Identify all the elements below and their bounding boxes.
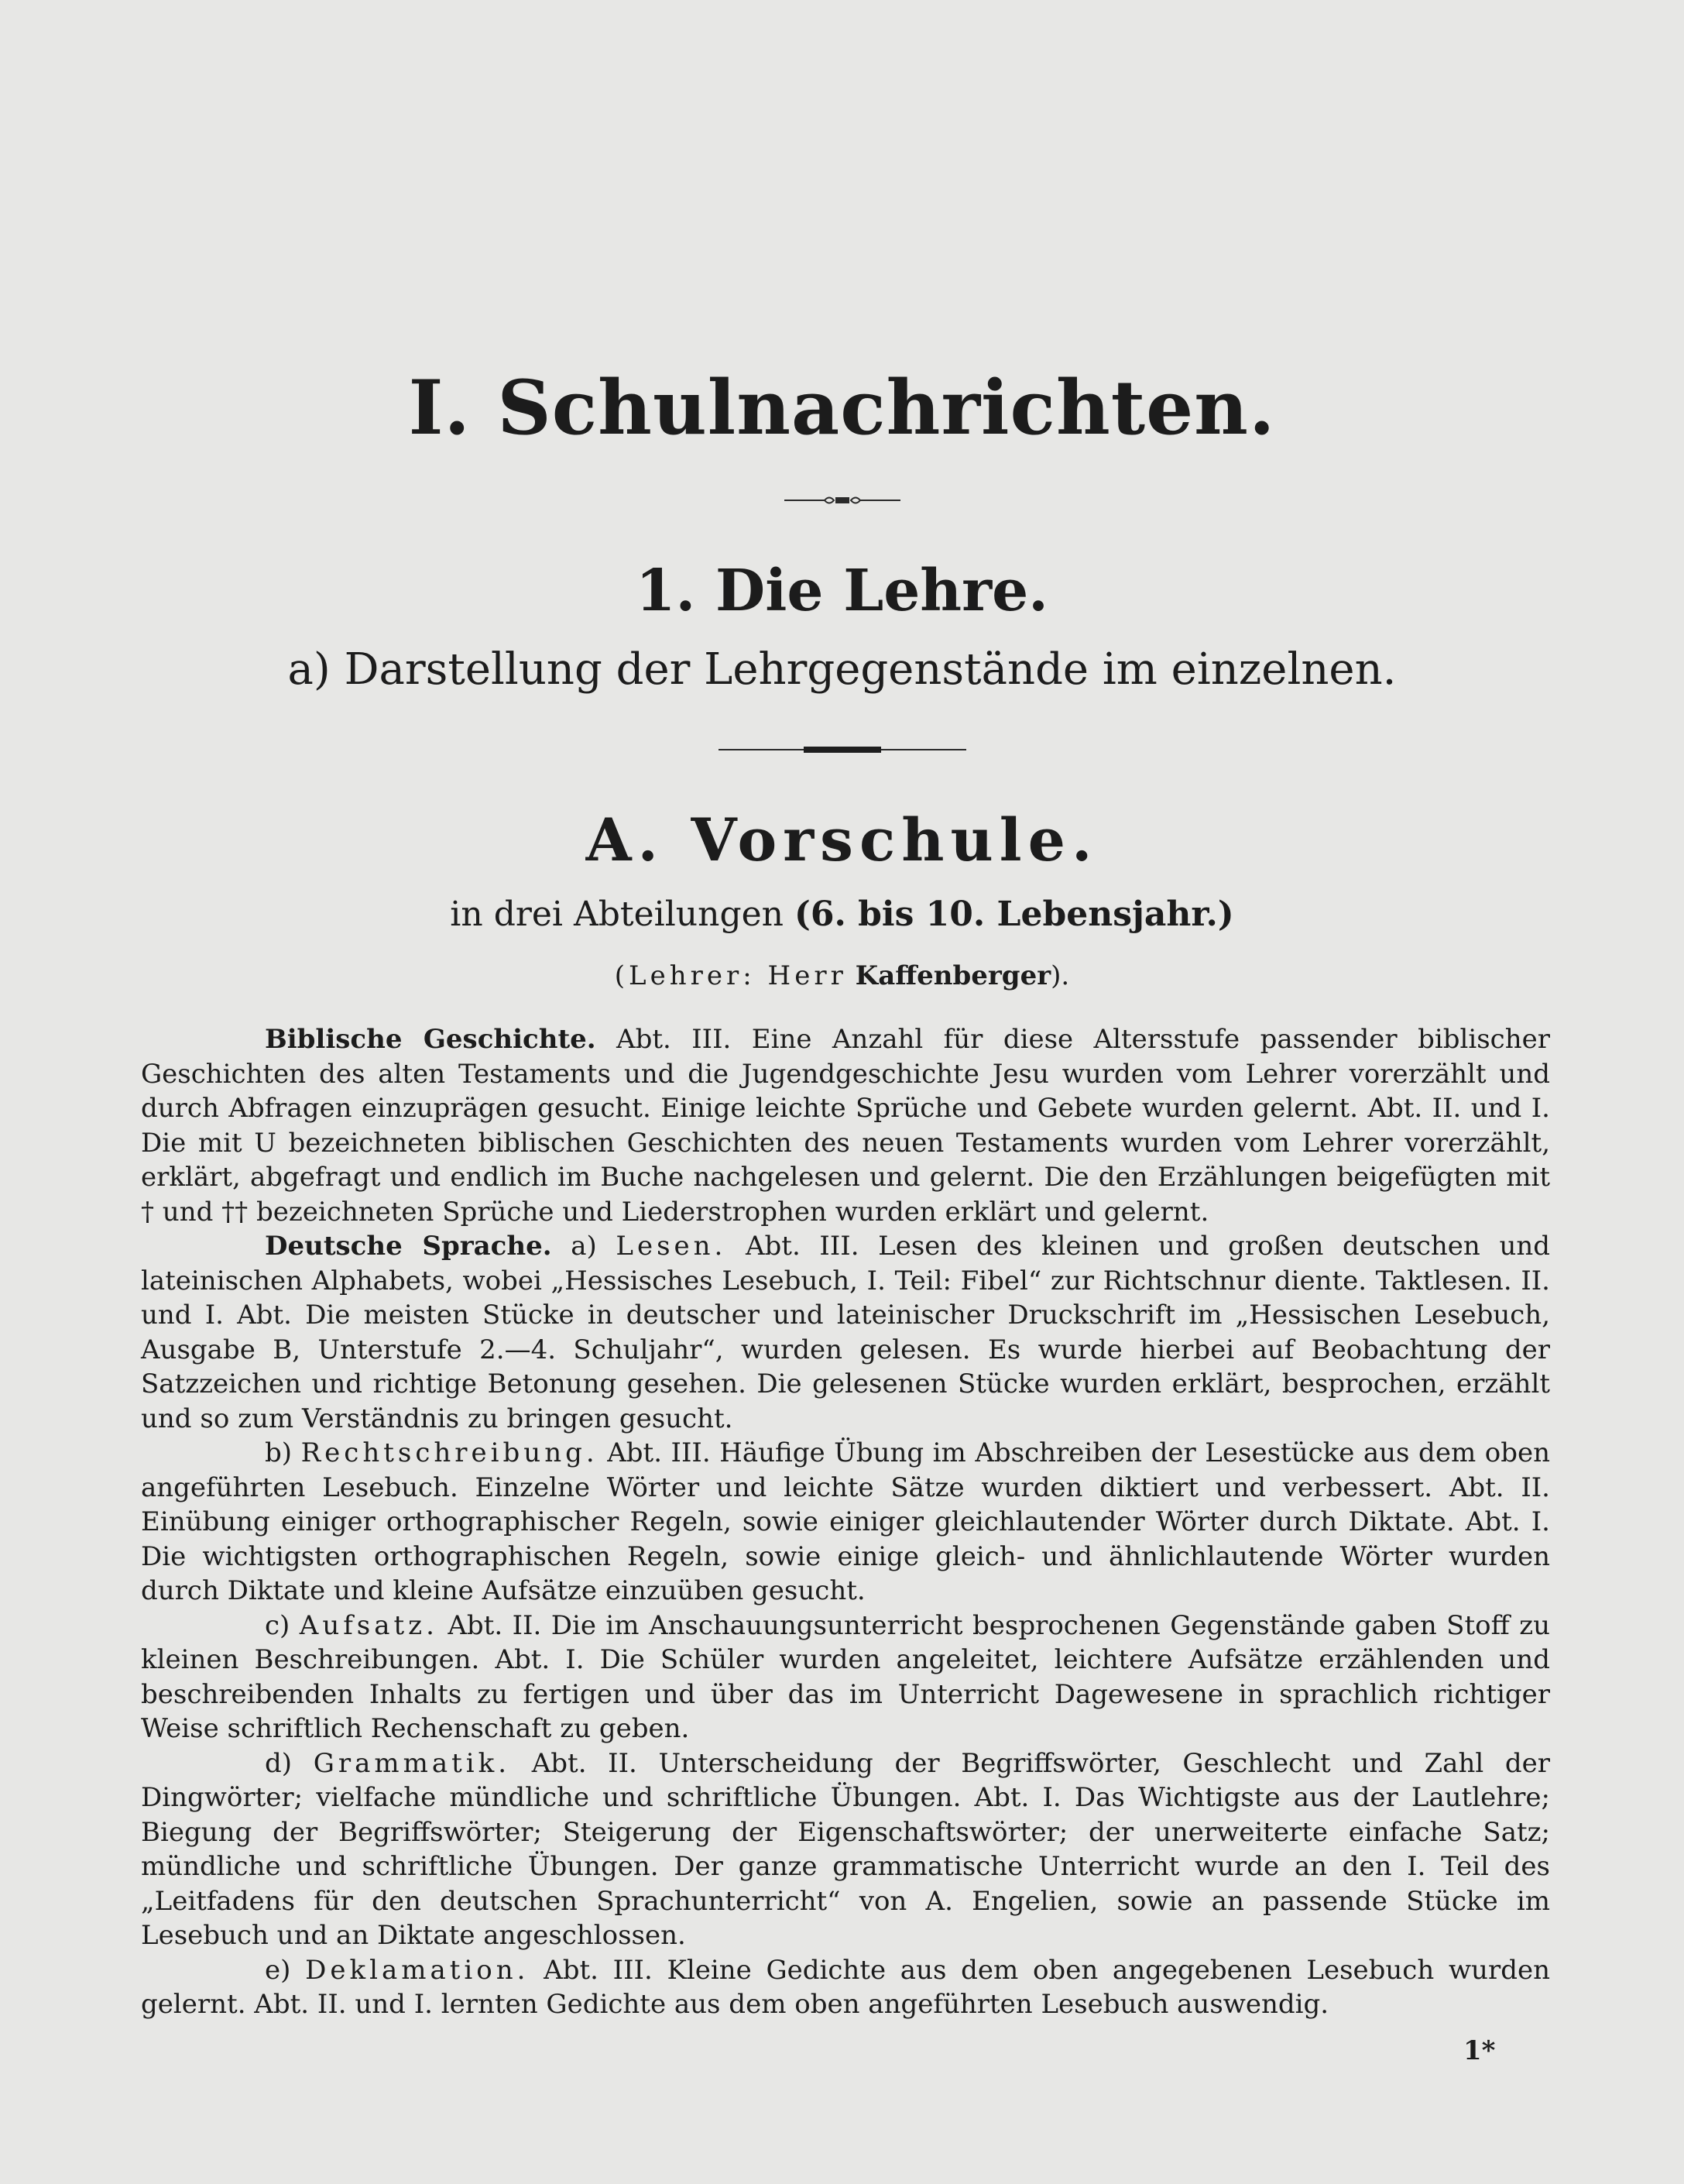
paragraph-topic: Deklamation. [305,1954,530,1986]
paragraph-rechtschreibung [141,1436,1550,1609]
paragraph-prefix: c) [265,1609,300,1641]
teacher-name: Kaffenberger [855,960,1051,991]
paragraph-prefix: e) [265,1954,306,1986]
paragraph-prefix: a) [551,1231,616,1262]
paragraph-text: Abt. III. Eine Anzahl für diese Altersstufe passender biblischer Geschichten des alten Testaments und die Jugendgeschichte Jesu wurden vom Lehrer vorerzählt und durch Abfragen einzuprägen gesucht. Einige leichte Sprüche und Gebete wurden gelernt. Abt. II. und I. Die mit U bezeichneten biblischen Geschichten des neuen Testaments wurden vom Lehrer vorerzählt, erklärt, abgefragt und endlich im Buche nachgelesen und gelernt. Die den Erzählungen beigefügten mit † und †† bezeichneten Sprüche und Liederstrophen wurden erklärt und gelernt. [141,1024,1550,1228]
subheading-age-range: (6. bis 10. Lebensjahr.) [794,895,1234,934]
title-ornament [0,493,1684,508]
subsection-heading: a) Darstellung der Lehrgegenstände im einzelnen. [287,644,1397,695]
paragraph-text: Abt. III. Kleine Gedichte aus dem oben angegebenen Lesebuch wurden gelernt. Abt. II. und I. lernten Gedichte aus dem oben angeführten Lesebuch auswendig. [141,1954,1550,2020]
teacher-suffix: ). [1051,960,1070,991]
section-divider [0,745,1684,754]
paragraph-label: Biblische Geschichte. [265,1024,596,1055]
paragraph-topic: Lesen. [616,1231,727,1262]
paragraph-biblische-geschichte [141,1022,1550,1229]
paragraph-prefix: d) [265,1747,314,1779]
paragraph-grammatik [141,1746,1550,1953]
section-heading: 1. Die Lehre. [636,558,1048,624]
teacher-line [0,960,1684,991]
school-part-subheading [0,895,1684,934]
page-title: I. Schulnachrichten. [408,364,1276,452]
body-text [141,1022,1550,2022]
paragraph-text: Abt. II. Die im Anschauungsunterricht besprochenen Gegenstände gaben Stoff zu kleinen Beschreibungen. Abt. I. Die Schüler wurden angeleitet, leichtere Aufsätze erzählenden und beschreibenden Inhalts zu fertigen und über das im Unterricht Dagewesene in sprachlich richtiger Weise schriftlich Rechenschaft zu geben. [141,1609,1550,1744]
paragraph-text: Abt. II. Unterscheidung der Begriffswörter, Geschlecht und Zahl der Dingwörter; vielfache mündliche und schriftliche Übungen. Abt. I. Das Wichtigste aus der Lautlehre; Biegung der Begriffswörter; Steigerung der Eigenschaftswörter; der unerweiterte einfache Satz; mündliche und schriftliche Übungen. Der ganze grammatische Unterricht wurde an den I. Teil des „Leitfadens für den deutschen Sprachunterricht“ von A. Engelien, sowie an passende Stücke im Lesebuch und an Diktate angeschlossen. [141,1747,1550,1951]
page-number: 1* [1463,2035,1496,2066]
teacher-prefix: (Lehrer: Herr [614,960,847,991]
subheading-prefix: in drei Abteilungen [450,895,784,934]
paragraph-deutsche-sprache [141,1229,1550,1436]
paragraph-deklamation [141,1953,1550,2022]
paragraph-aufsatz [141,1609,1550,1746]
school-part-heading: A. Vorschule. [585,805,1099,874]
paragraph-text: Abt. III. Häufige Übung im Abschreiben der Lesestücke aus dem oben angeführten Lesebuch. Einzelne Wörter und leichte Sätze wurden diktiert und verbessert. Abt. II. Einübung einiger orthographischer Regeln, sowie einiger gleichlautender Wörter durch Diktate. Abt. I. Die wichtigsten orthographischen Regeln, sowie einige gleich- und ähnlichlautende Wörter wurden durch Diktate und kleine Aufsätze einzuüben gesucht. [141,1437,1550,1606]
paragraph-prefix: b) [265,1437,301,1468]
paragraph-topic: Grammatik. [313,1747,511,1779]
paragraph-label: Deutsche Sprache. [265,1231,552,1262]
paragraph-topic: Aufsatz. [299,1609,438,1641]
paragraph-topic: Rechtschreibung. [300,1437,598,1468]
paragraph-text: Abt. III. Lesen des kleinen und großen deutschen und lateinischen Alphabets, wobei „Hessisches Lesebuch, I. Teil: Fibel“ zur Richtschnur diente. Taktlesen. II. und I. Abt. Die meisten Stücke in deutscher und lateinischer Druckschrift im „Hessischen Lesebuch, Ausgabe B, Unterstufe 2.—4. Schuljahr“, wurden gelesen. Es wurde hierbei auf Beobachtung der Satzzeichen und richtige Betonung gesehen. Die gelesenen Stücke wurden erklärt, besprochen, erzählt und so zum Verständnis zu bringen gesucht. [141,1231,1551,1434]
